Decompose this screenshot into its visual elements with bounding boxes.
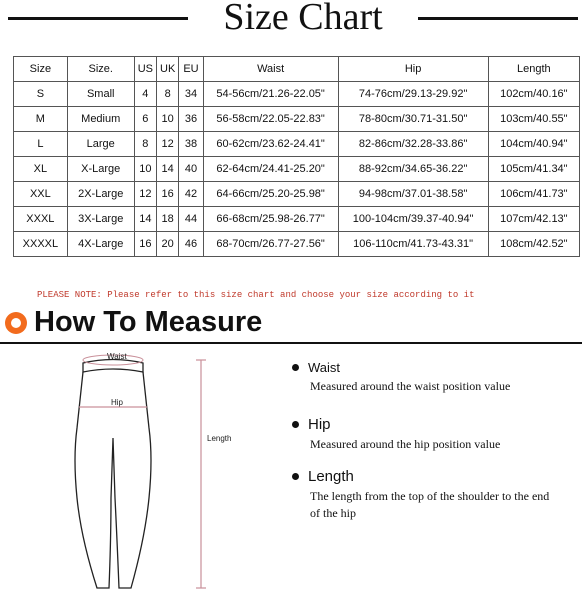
title-rule-left	[8, 17, 188, 20]
measure-item-name: Length	[308, 468, 354, 485]
table-cell: 34	[179, 82, 203, 107]
table-cell: S	[14, 82, 68, 107]
table-cell: 105cm/41.34"	[488, 157, 579, 182]
table-cell: 108cm/42.52"	[488, 232, 579, 257]
table-cell: 4X-Large	[67, 232, 134, 257]
table-cell: 4	[134, 82, 156, 107]
table-cell: 88-92cm/34.65-36.22"	[338, 157, 488, 182]
bullet-icon	[292, 473, 299, 480]
table-cell: 6	[134, 107, 156, 132]
table-cell: 74-76cm/29.13-29.92"	[338, 82, 488, 107]
table-cell: 14	[134, 207, 156, 232]
measure-item-length	[292, 468, 555, 522]
title-rule-right	[418, 17, 578, 20]
table-cell: 8	[157, 82, 179, 107]
table-row	[14, 157, 580, 182]
measure-item-waist	[292, 360, 510, 395]
table-cell: 12	[157, 132, 179, 157]
table-row	[14, 82, 580, 107]
table-cell: XXL	[14, 182, 68, 207]
diagram-label-waist: Waist	[107, 352, 127, 361]
table-cell: 10	[134, 157, 156, 182]
leggings-outline-icon	[55, 348, 235, 598]
table-cell: M	[14, 107, 68, 132]
header-cell: Waist	[203, 57, 338, 82]
table-cell: 107cm/42.13"	[488, 207, 579, 232]
table-cell: 56-58cm/22.05-22.83"	[203, 107, 338, 132]
how-to-measure-title: How To Measure	[34, 306, 263, 338]
header-cell: Size	[14, 57, 68, 82]
table-cell: 78-80cm/30.71-31.50"	[338, 107, 488, 132]
table-row	[14, 132, 580, 157]
measure-item-hip	[292, 416, 500, 453]
bullet-icon	[292, 364, 299, 371]
diagram-label-hip: Hip	[111, 398, 124, 407]
table-row	[14, 207, 580, 232]
table-cell: XXXXL	[14, 232, 68, 257]
table-cell: 64-66cm/25.20-25.98"	[203, 182, 338, 207]
table-header-row	[14, 57, 580, 82]
table-cell: 3X-Large	[67, 207, 134, 232]
table-cell: Medium	[67, 107, 134, 132]
measure-item-description: The length from the top of the shoulder to the end of the hip	[310, 489, 550, 520]
header-cell: Hip	[338, 57, 488, 82]
circle-bullet-icon	[5, 312, 27, 334]
table-cell: 44	[179, 207, 203, 232]
table-cell: 16	[134, 232, 156, 257]
table-cell: L	[14, 132, 68, 157]
table-cell: Small	[67, 82, 134, 107]
table-cell: 46	[179, 232, 203, 257]
measure-item-description: Measured around the waist position value	[310, 379, 511, 393]
table-cell: 14	[157, 157, 179, 182]
table-cell: 62-64cm/24.41-25.20"	[203, 157, 338, 182]
table-cell: Large	[67, 132, 134, 157]
table-cell: 60-62cm/23.62-24.41"	[203, 132, 338, 157]
table-cell: 106cm/41.73"	[488, 182, 579, 207]
table-cell: 66-68cm/25.98-26.77"	[203, 207, 338, 232]
measure-item-description: Measured around the hip position value	[310, 437, 501, 451]
table-cell: 40	[179, 157, 203, 182]
header-cell: EU	[179, 57, 203, 82]
table-cell: 68-70cm/26.77-27.56"	[203, 232, 338, 257]
table-row	[14, 107, 580, 132]
measure-item-name: Hip	[308, 416, 331, 433]
size-chart-header	[0, 0, 582, 40]
table-cell: 103cm/40.55"	[488, 107, 579, 132]
table-cell: 42	[179, 182, 203, 207]
header-cell: Size.	[67, 57, 134, 82]
table-cell: 38	[179, 132, 203, 157]
size-table	[13, 56, 580, 257]
table-cell: 106-110cm/41.73-43.31"	[338, 232, 488, 257]
table-row	[14, 182, 580, 207]
header-cell: UK	[157, 57, 179, 82]
table-cell: 54-56cm/21.26-22.05"	[203, 82, 338, 107]
header-cell: Length	[488, 57, 579, 82]
leggings-diagram	[55, 348, 235, 598]
table-row	[14, 232, 580, 257]
table-cell: X-Large	[67, 157, 134, 182]
table-cell: 102cm/40.16"	[488, 82, 579, 107]
table-cell: 10	[157, 107, 179, 132]
table-cell: XL	[14, 157, 68, 182]
table-cell: 16	[157, 182, 179, 207]
table-cell: 20	[157, 232, 179, 257]
section-divider	[0, 342, 582, 344]
bullet-icon	[292, 421, 299, 428]
table-cell: 8	[134, 132, 156, 157]
table-cell: 94-98cm/37.01-38.58"	[338, 182, 488, 207]
table-cell: 104cm/40.94"	[488, 132, 579, 157]
table-cell: 2X-Large	[67, 182, 134, 207]
table-cell: XXXL	[14, 207, 68, 232]
size-note: PLEASE NOTE: Please refer to this size chart and choose your size according to it	[37, 290, 475, 300]
table-cell: 18	[157, 207, 179, 232]
table-cell: 82-86cm/32.28-33.86"	[338, 132, 488, 157]
header-cell: US	[134, 57, 156, 82]
table-cell: 12	[134, 182, 156, 207]
measure-item-name: Waist	[308, 360, 341, 375]
table-cell: 36	[179, 107, 203, 132]
page-title: Size Chart	[223, 0, 383, 38]
table-cell: 100-104cm/39.37-40.94"	[338, 207, 488, 232]
diagram-label-length: Length	[207, 434, 232, 443]
